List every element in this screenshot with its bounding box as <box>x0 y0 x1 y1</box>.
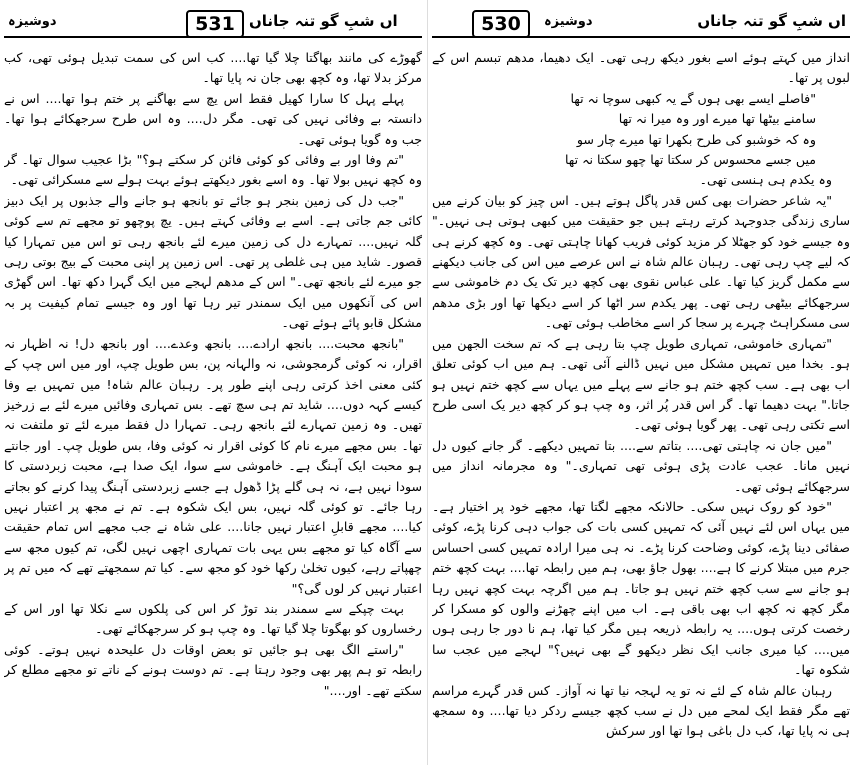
paragraph: "میں جان نہ چاہتی تھی.... بتاتم سے.... بتا تمہیں دیکھے۔ گر جانے کیوں دل نہیں مانا۔ عجب عادت پڑی ہوئی تھی تمہاری۔" وہ مجرمانہ انداز میں سرجھکائے ہوئی تھی۔ <box>432 437 850 494</box>
paragraph: رہبان عالم شاہ کے لئے نہ تو یہ لہجہ نیا تھا نہ آواز۔ کس قدر گہرے مراسم تھے مگر فقط ایک لمحے میں دل نے سب کچھ جیسے ردکر دیا تھا.... وہ سمجھ ہی نہ پایا تھا، کب دل باغی ہوا تھا اور سرکش <box>432 682 850 739</box>
left-page <box>4 0 422 765</box>
paragraph: انداز میں کہتے ہوئے اسے بغور دیکھ رہی تھی۔ ایک دھیما، مدھم تبسم اس کے لبوں پر تھا۔ <box>432 50 850 86</box>
left-page-header <box>4 8 422 38</box>
page-gutter <box>427 0 428 765</box>
left-header-rule <box>4 36 422 38</box>
paragraph: "بانجھ محبت.... بانجھ ارادے.... بانجھ وعدے.... اور بانجھ دل! نہ اظہار نہ اقرار، نہ کوئی گرمجوشی، نہ والہانہ پن، بس طویل چپ، اور میں اس چپ کے کئی معنی اخذ کرتی رہی اپنے طور پر۔ رہبان عالم شاہ! میں تمہیں بے وفا کیسے کہہ دوں.... شاید تم ہی سچ تھے۔ بس تمہاری وفائیں میرے لئے بے زرخیز تھیں۔ وہ زمین تمہارے لئے بانجھ رہی۔ تمہارا دل فقط میرے لئے تو ملتفت نہ تھا۔ بس مجھے میرے نام کا کوئی اقرار نہ کوئی وفا، بس طویل چپ۔ اور جانتے ہو محبت ایک آہنگ ہے۔ خاموشی سے سوا، ایک صدا ہے، محبت زبردستی کا سودا نہیں ہے، نہ ہی گلے پڑا ڈھول ہے جسے زبردستی آہنگ پیدا کرنے کو بجاتے رہا جائے۔ تو کوئی گلہ نہیں، بس ایک شکوہ ہے۔ تم نے مجھ پر اعتبار نہیں کیا.... مجھے قابلِ اعتبار نہیں جانا.... علی شاہ نے جب مجھے اس تمام حقیقت سے آگاہ کیا تو مجھے بس یہی بات تمہاری اچھی نہیں لگی، تم کیوں مجھ سے چھپاتے رہے، کیوں تخلیٰ رکھا خود کو مجھ سے۔ کیا تم سمجھتے تھے کہ میں تم پر اعتبار نہیں کر لوں گی؟" <box>4 335 422 596</box>
paragraph: "راستے الگ بھی ہو جائیں تو بعض اوقات دل علیحدہ نہیں ہوتے۔ کوئی رابطہ تو ہم پھر بھی وجود رہتا ہے۔ تم دوست ہونے کے ناتے تو مجھے مطلع کر سکتے تھے۔ اور...." <box>4 641 422 698</box>
left-page-number: 531 <box>186 10 244 38</box>
right-page-body <box>432 48 850 759</box>
verse-line: میں جسے محسوس کر سکتا تھا چھو سکتا نہ تھا <box>564 152 816 168</box>
right-book-title: اں شبِ گو تنہ جاناں <box>697 12 846 30</box>
right-page-number: 530 <box>472 10 530 38</box>
verse-line: "فاصلے ایسے بھی ہوں گے یہ کبھی سوچا نہ تھا <box>570 90 816 106</box>
left-magazine-name: دوشیزہ <box>8 14 57 29</box>
paragraph: "جب دل کی زمین بنجر ہو جائے تو بانجھ ہو جانے والے جذبوں پر ایک دبیز کائی جم جاتی ہے۔ اسے بے وفائی کہتے ہیں۔ یچ پوچھو تو مجھے تم سے کوئی گلہ نہیں.... تمہارے دل کی زمین میرے لئے بانجھ رہی تو اس میں تمہارا کیا قصور۔ شاید میں ہی غلطی پر تھی۔ اس زمین پر اپنی محبت کے بیج بوتی رہی جو میرے لئے بانجھ تھی۔" اس کے مدھم لہجے میں ایک گہرا دکھ تھا۔ اس گھڑی اس کی آنکھوں میں ایک سمندر تیر رہا تھا اور وہ جیسے تمام کیفیت پر بہ مشکل قابو پائے ہوئے تھی۔ <box>4 192 422 331</box>
left-page-body <box>4 48 422 759</box>
paragraph: "تم وفا اور بے وفائی کو کوئی فائن کر سکتے ہو؟" بڑا عجیب سوال تھا۔ گر وہ کچھ نہیں بولا تھا۔ وہ اسے بغور دیکھتے ہوئے بہت ہولے سے مسکرائی تھی۔ <box>4 152 422 188</box>
right-magazine-name: دوشیزہ <box>544 14 593 29</box>
right-page <box>432 0 850 765</box>
paragraph: بہت چپکے سے سمندر بند توڑ کر اس کی پلکوں سے نکلا تھا اور اس کے رخساروں کو بھگوتا چلا گیا تھا۔ وہ چپ ہو کر سرجھکائے تھی۔ <box>4 600 422 637</box>
right-header-rule <box>432 36 850 38</box>
paragraph: "خود کو روک نہیں سکی۔ حالانکہ مجھے لگتا تھا، مجھے خود پر اختیار ہے۔ میں یہاں اس لئے نہیں آئی کہ تمہیں کسی بات کی جواب دہی کرنا پڑے، کوئی صفائی دینا پڑے، کوئی وضاحت کرنا پڑے۔ نہ ہی میرا ارادہ تمہیں کسی احساس جرم میں مبتلا کرنے کا ہے.... بھول جاؤ بھی، ہم میں رابطہ تھا.... بہت کچھ ختم ہو جانے سے سب کچھ ختم نہیں ہو جاتا۔ ہم میں اگرچہ بہت کچھ نہیں رہا مگر کچھ نہ کچھ اب بھی باقی ہے۔ اب میں اپنے چھڑنے والوں کو مسکرا کر رخصت کرتی ہوں.... یہ رابطہ ذریعہ ہیں مگر کیا تھا، ہم نا دور جا رہی ہوں میں.... کیا میری جانب ایک نظر دیکھو گے بھی نہیں؟" لہجے میں عجب سا شکوہ تھا۔ <box>432 498 850 678</box>
verse-line: وہ کہ خوشبو کی طرح بکھرا تھا میرے چار سو <box>576 131 816 147</box>
paragraph: پہلے پہل کا سارا کھیل فقط اس یچ سے بھاگنے پر ختم ہوا تھا.... اس نے دانستہ بے وفائی نہیں کی تھی۔ مگر دل.... وہ اس طرح سرجھکائے ہوا تھا۔ جب وہ گویا ہوئی تھی۔ <box>4 90 422 147</box>
paragraph: گھوڑے کی مانند بھاگتا چلا گیا تھا.... کب اس کی سمت تبدیل ہوئی تھی، کب مرکز بدلا تھا، وہ کچھ بھی جان نہ پایا تھا۔ <box>4 50 422 86</box>
paragraph: وہ یکدم ہی ہنسی تھی۔ <box>699 172 832 188</box>
right-page-header <box>432 8 850 38</box>
paragraph: "تمہاری خاموشی، تمہاری طویل چپ بتا رہی ہے کہ تم سخت الجھن میں ہو۔ بخدا میں تمہیں مشکل میں نہیں ڈالنے آئی تھی۔ ہم میں اب کوئی تعلق اب بھی ہے۔ سب کچھ ختم ہو جانے سے پہلے میں یہاں سے کچھ ختم نہیں ہو جاتا." بہت دھیما تھا۔ گر اس قدر پُر اثر، وہ چپ ہو کر کچھ دیر یک اسی طرح اسے تکتی رہی تھی۔ پھر گویا ہوئی تھی۔ <box>432 335 850 433</box>
left-book-title: اں شبِ گو تنہ جاناں <box>249 12 398 30</box>
paragraph: "یہ شاعر حضرات بھی کس قدر پاگل ہوتے ہیں۔ اس چیز کو بیان کرنے میں ساری زندگی جدوجہد کرتے رہتے ہیں جو حقیقت میں کبھی ہوتی ہی نہیں۔" وہ جیسے خود کو جھٹلا کر مزید کوئی فریب کھانا چاہتی تھی۔ وہ کچھ کرنے ہی کہ لیے چپ رہی تھی۔ رہبان عالم شاہ نے اس عرصے میں اس کی جانب دیکھنے سے مکمل گریز کیا تھا۔ علی عباس نقوی بھی کچھ دیر تک یک دم خاموشی سے سرجھکائے بیٹھی رہی تھی۔ پھر یکدم سر اٹھا کر اسے دیکھا تھا اور بڑی مدھم سی مسکراہٹ چہرے پر سجا کر اسے مخاطب ہوئی تھی۔ <box>432 192 850 331</box>
verse-line: سامنے بیٹھا تھا میرے اور وہ میرا نہ تھا <box>618 111 816 127</box>
